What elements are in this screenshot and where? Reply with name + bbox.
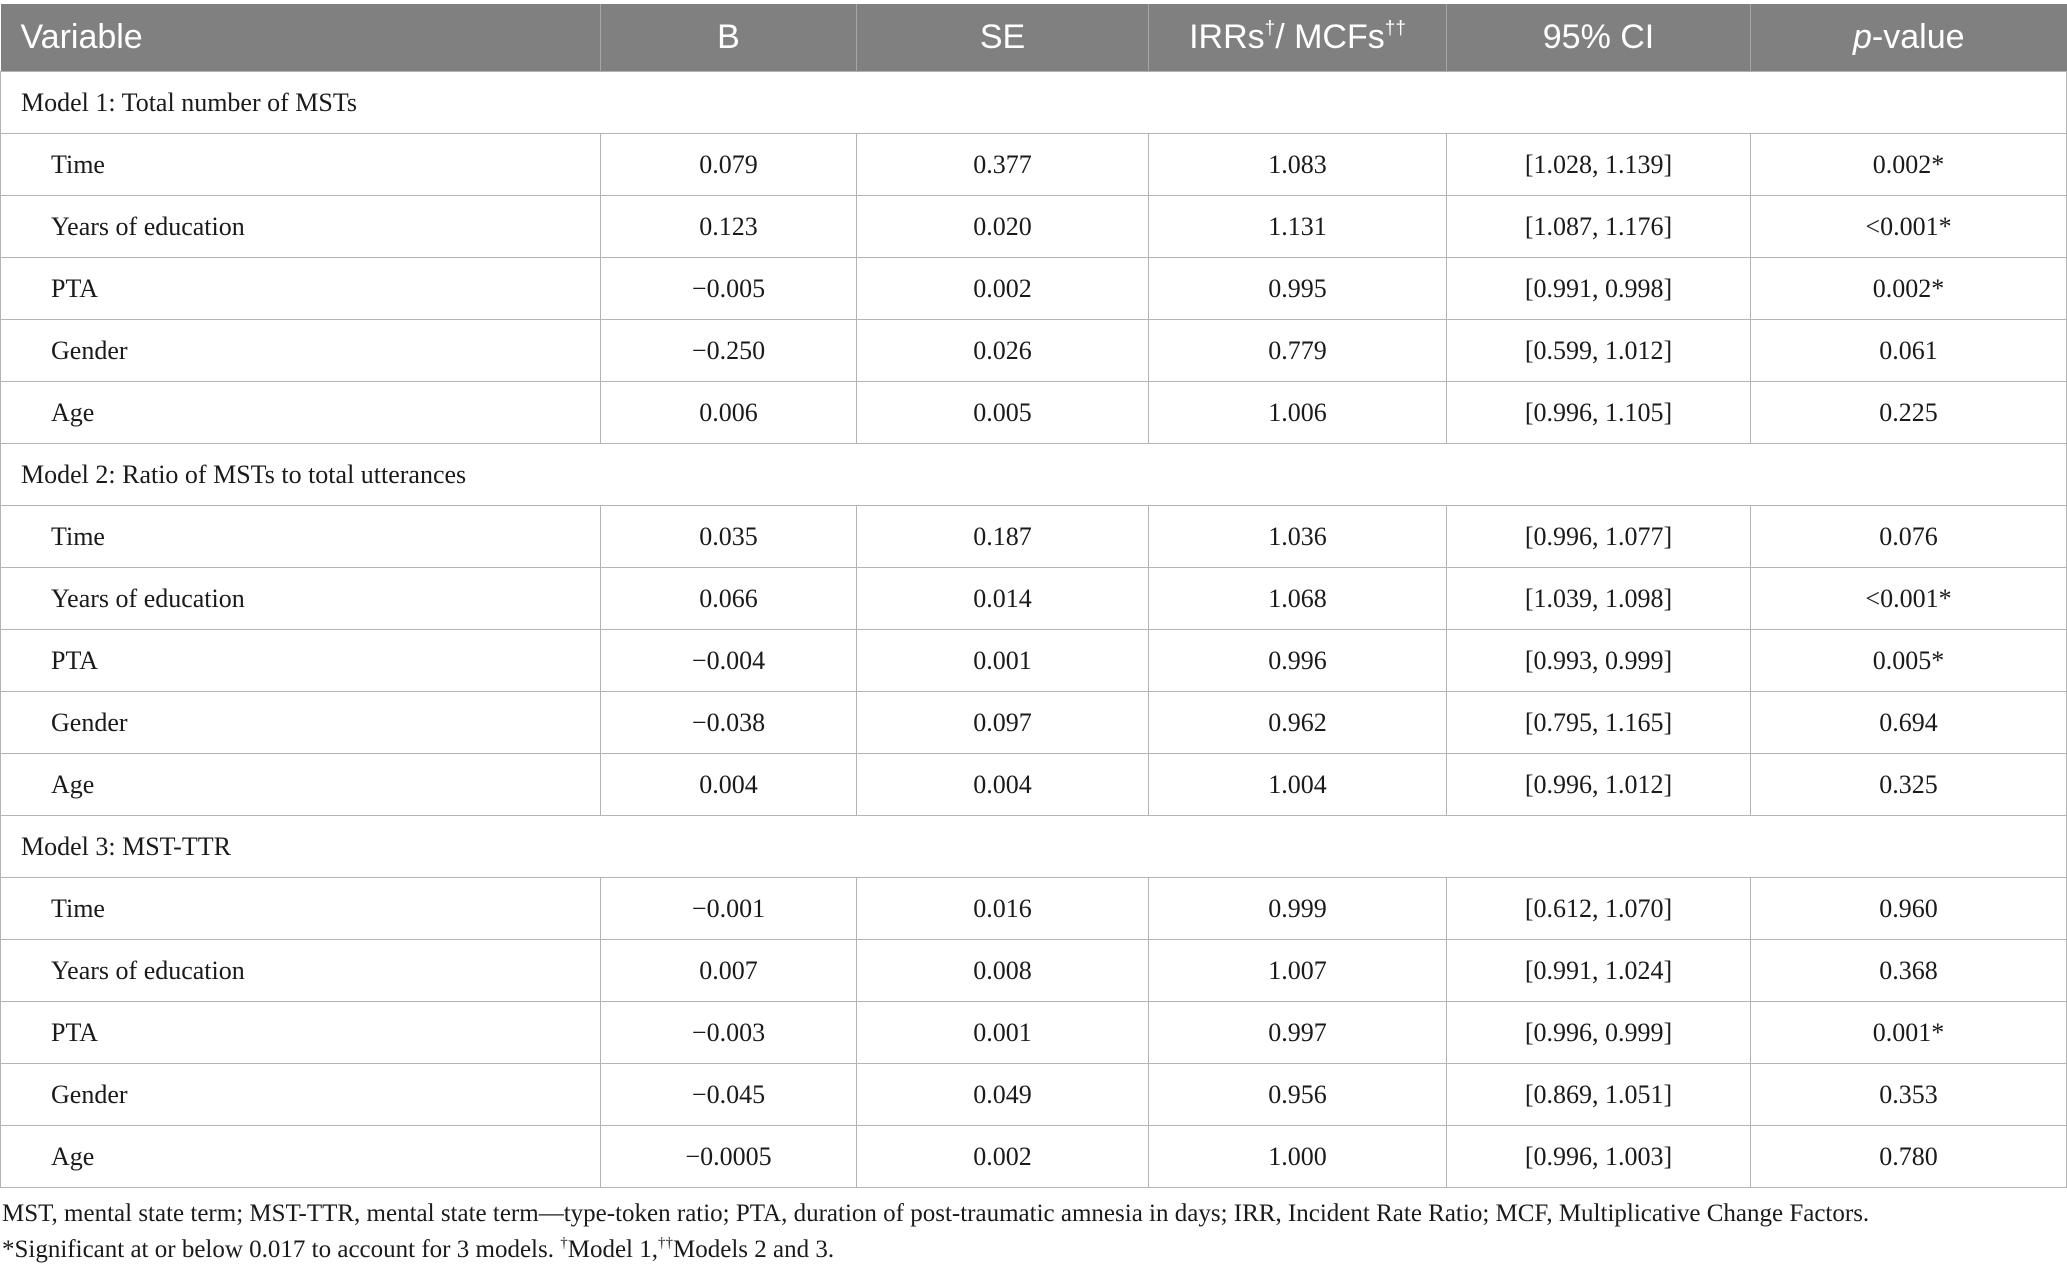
- cell-ci: [0.612, 1.070]: [1447, 878, 1751, 940]
- cell-b: 0.123: [601, 196, 857, 258]
- cell-ci: [1.087, 1.176]: [1447, 196, 1751, 258]
- cell-irr: 0.997: [1149, 1002, 1447, 1064]
- table-row: [1, 382, 2067, 444]
- cell-ci: [0.599, 1.012]: [1447, 320, 1751, 382]
- cell-irr: 0.999: [1149, 878, 1447, 940]
- cell-p: 0.368: [1751, 940, 2067, 1002]
- cell-variable: PTA: [1, 630, 601, 692]
- cell-se: 0.097: [857, 692, 1149, 754]
- cell-se: 0.008: [857, 940, 1149, 1002]
- cell-ci: [0.996, 1.003]: [1447, 1126, 1751, 1188]
- cell-b: 0.007: [601, 940, 857, 1002]
- header-mcf-double-dagger: ††: [1384, 18, 1406, 39]
- cell-ci: [0.869, 1.051]: [1447, 1064, 1751, 1126]
- cell-variable: PTA: [1, 1002, 601, 1064]
- cell-p: <0.001*: [1751, 568, 2067, 630]
- cell-b: −0.005: [601, 258, 857, 320]
- footnote-models23: Models 2 and 3.: [673, 1236, 835, 1263]
- cell-irr: 1.131: [1149, 196, 1447, 258]
- footnote-model1: Model 1,: [567, 1236, 658, 1263]
- cell-variable: Gender: [1, 692, 601, 754]
- cell-p: 0.780: [1751, 1126, 2067, 1188]
- cell-b: 0.079: [601, 134, 857, 196]
- table-footnote: [2, 1196, 2062, 1268]
- cell-variable: Time: [1, 506, 601, 568]
- cell-p: 0.005*: [1751, 630, 2067, 692]
- cell-irr: 1.004: [1149, 754, 1447, 816]
- cell-b: 0.004: [601, 754, 857, 816]
- cell-variable: Gender: [1, 1064, 601, 1126]
- cell-b: 0.066: [601, 568, 857, 630]
- cell-ci: [1.039, 1.098]: [1447, 568, 1751, 630]
- cell-variable: PTA: [1, 258, 601, 320]
- header-irr-mcf: [1149, 4, 1447, 72]
- cell-irr: 1.007: [1149, 940, 1447, 1002]
- cell-ci: [0.993, 0.999]: [1447, 630, 1751, 692]
- cell-irr: 0.962: [1149, 692, 1447, 754]
- cell-ci: [0.991, 1.024]: [1447, 940, 1751, 1002]
- cell-ci: [1.028, 1.139]: [1447, 134, 1751, 196]
- footnote-significance: [2, 1232, 2062, 1268]
- table-row: [1, 940, 2067, 1002]
- table-row: [1, 1002, 2067, 1064]
- cell-p: 0.076: [1751, 506, 2067, 568]
- cell-se: 0.187: [857, 506, 1149, 568]
- header-ci: 95% CI: [1447, 4, 1751, 72]
- table-row: [1, 692, 2067, 754]
- header-p-rest: -value: [1871, 18, 1965, 56]
- cell-p: 0.002*: [1751, 134, 2067, 196]
- cell-ci: [0.996, 1.105]: [1447, 382, 1751, 444]
- footnote-significance-text: *Significant at or below 0.017 to account for 3 models.: [2, 1236, 561, 1263]
- cell-p: 0.325: [1751, 754, 2067, 816]
- header-se: SE: [857, 4, 1149, 72]
- cell-p: 0.061: [1751, 320, 2067, 382]
- cell-b: 0.035: [601, 506, 857, 568]
- footnote-abbreviations: MST, mental state term; MST-TTR, mental state term—type-token ratio; PTA, duration of post-traumatic amnesia in days; IRR, Incident Rate Ratio; MCF, Multiplicative Change Factors.: [2, 1200, 1870, 1227]
- cell-ci: [0.795, 1.165]: [1447, 692, 1751, 754]
- cell-se: 0.002: [857, 1126, 1149, 1188]
- cell-se: 0.377: [857, 134, 1149, 196]
- cell-irr: 1.083: [1149, 134, 1447, 196]
- cell-variable: Time: [1, 878, 601, 940]
- cell-p: 0.694: [1751, 692, 2067, 754]
- cell-variable: Gender: [1, 320, 601, 382]
- cell-irr: 1.006: [1149, 382, 1447, 444]
- cell-irr: 1.000: [1149, 1126, 1447, 1188]
- table-row: [1, 878, 2067, 940]
- cell-variable: Years of education: [1, 568, 601, 630]
- cell-irr: 0.956: [1149, 1064, 1447, 1126]
- cell-irr: 1.068: [1149, 568, 1447, 630]
- model-title: Model 3: MST-TTR: [1, 816, 2067, 878]
- cell-b: 0.006: [601, 382, 857, 444]
- cell-se: 0.002: [857, 258, 1149, 320]
- model-header-row: [1, 72, 2067, 134]
- cell-se: 0.001: [857, 1002, 1149, 1064]
- table-row: [1, 568, 2067, 630]
- header-p-value: [1751, 4, 2067, 72]
- cell-variable: Age: [1, 382, 601, 444]
- cell-b: −0.0005: [601, 1126, 857, 1188]
- table-row: [1, 196, 2067, 258]
- model-title: Model 1: Total number of MSTs: [1, 72, 2067, 134]
- cell-se: 0.005: [857, 382, 1149, 444]
- table-row: [1, 630, 2067, 692]
- model-title: Model 2: Ratio of MSTs to total utterances: [1, 444, 2067, 506]
- cell-b: −0.001: [601, 878, 857, 940]
- table-header: [1, 4, 2067, 72]
- cell-ci: [0.996, 0.999]: [1447, 1002, 1751, 1064]
- cell-se: 0.049: [857, 1064, 1149, 1126]
- cell-ci: [0.991, 0.998]: [1447, 258, 1751, 320]
- model-header-row: [1, 444, 2067, 506]
- table-row: [1, 754, 2067, 816]
- footnote-dagger: †: [560, 1235, 568, 1251]
- cell-se: 0.026: [857, 320, 1149, 382]
- cell-variable: Years of education: [1, 940, 601, 1002]
- header-variable: Variable: [1, 4, 601, 72]
- cell-variable: Time: [1, 134, 601, 196]
- header-b: B: [601, 4, 857, 72]
- cell-se: 0.020: [857, 196, 1149, 258]
- cell-b: −0.038: [601, 692, 857, 754]
- cell-b: −0.003: [601, 1002, 857, 1064]
- header-irr-dagger: †: [1264, 18, 1276, 39]
- cell-variable: Age: [1, 1126, 601, 1188]
- cell-ci: [0.996, 1.012]: [1447, 754, 1751, 816]
- header-mcf-text: / MCFs: [1275, 18, 1385, 56]
- table-row: [1, 506, 2067, 568]
- header-row: [1, 4, 2067, 72]
- model-header-row: [1, 816, 2067, 878]
- cell-p: 0.225: [1751, 382, 2067, 444]
- cell-se: 0.014: [857, 568, 1149, 630]
- results-table: [0, 4, 2067, 1188]
- cell-ci: [0.996, 1.077]: [1447, 506, 1751, 568]
- header-p-italic: p: [1852, 18, 1872, 56]
- cell-se: 0.016: [857, 878, 1149, 940]
- table-row: [1, 1064, 2067, 1126]
- cell-b: −0.045: [601, 1064, 857, 1126]
- results-table-container: [0, 4, 2067, 1188]
- cell-p: 0.001*: [1751, 1002, 2067, 1064]
- header-irr-text: IRRs: [1189, 18, 1265, 56]
- table-row: [1, 320, 2067, 382]
- table-row: [1, 134, 2067, 196]
- cell-p: 0.353: [1751, 1064, 2067, 1126]
- cell-irr: 0.779: [1149, 320, 1447, 382]
- table-row: [1, 258, 2067, 320]
- table-row: [1, 1126, 2067, 1188]
- cell-se: 0.001: [857, 630, 1149, 692]
- cell-p: 0.002*: [1751, 258, 2067, 320]
- cell-p: <0.001*: [1751, 196, 2067, 258]
- cell-b: −0.004: [601, 630, 857, 692]
- footnote-double-dagger: ††: [658, 1235, 673, 1251]
- cell-irr: 0.996: [1149, 630, 1447, 692]
- cell-variable: Age: [1, 754, 601, 816]
- cell-variable: Years of education: [1, 196, 601, 258]
- cell-se: 0.004: [857, 754, 1149, 816]
- cell-p: 0.960: [1751, 878, 2067, 940]
- cell-irr: 1.036: [1149, 506, 1447, 568]
- table-body: [1, 72, 2067, 1188]
- cell-irr: 0.995: [1149, 258, 1447, 320]
- cell-b: −0.250: [601, 320, 857, 382]
